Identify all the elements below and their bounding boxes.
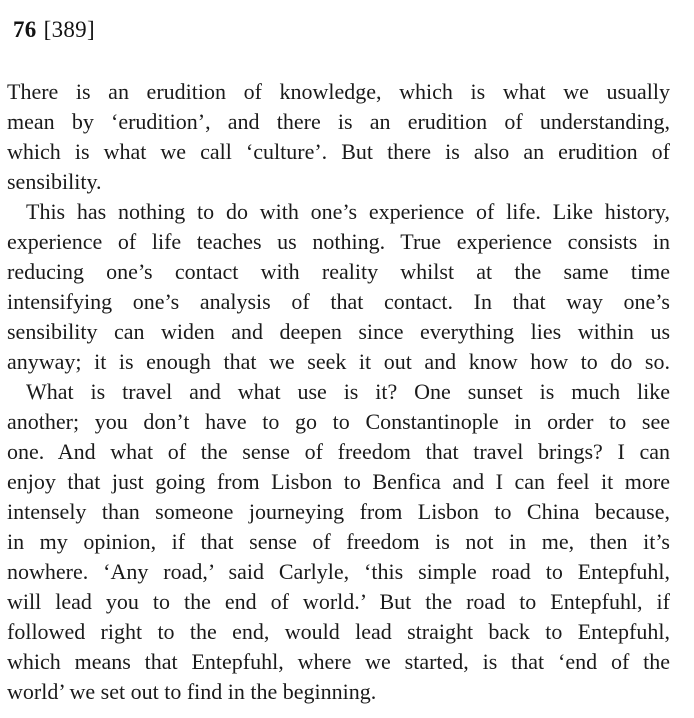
page-body: [7, 77, 670, 707]
paragraph: [7, 197, 670, 377]
text-line: intensely than someone journeying from Lisbon to China because,: [7, 499, 670, 524]
text-line: world’ we set out to find in the beginning.: [7, 679, 377, 704]
text-line: will lead you to the end of world.’ But the road to Entepfuhl, if: [7, 589, 670, 614]
text-line: There is an erudition of knowledge, which is what we usually: [7, 79, 670, 104]
text-line: which means that Entepfuhl, where we started, is that ‘end of the: [7, 649, 670, 674]
entry-number: 76: [13, 17, 37, 42]
entry-heading: [13, 16, 670, 44]
text-line: reducing one’s contact with reality whilst at the same time: [7, 259, 670, 284]
text-line: enjoy that just going from Lisbon to Benfica and I can feel it more: [7, 469, 670, 494]
text-line: one. And what of the sense of freedom that travel brings? I can: [7, 439, 670, 464]
text-line: intensifying one’s analysis of that contact. In that way one’s: [7, 289, 670, 314]
text-line: which is what we call ‘culture’. But there is also an erudition of: [7, 139, 670, 164]
text-line: in my opinion, if that sense of freedom is not in me, then it’s: [7, 529, 670, 554]
text-line: another; you don’t have to go to Constantinople in order to see: [7, 409, 670, 434]
text-line: followed right to the end, would lead straight back to Entepfuhl,: [7, 619, 670, 644]
text-line: sensibility.: [7, 169, 102, 194]
text-line: What is travel and what use is it? One sunset is much like: [26, 379, 670, 404]
paragraph: [7, 377, 670, 707]
entry-bracket-number: [389]: [43, 17, 95, 42]
text-line: sensibility can widen and deepen since everything lies within us: [7, 319, 670, 344]
text-line: nowhere. ‘Any road,’ said Carlyle, ‘this simple road to Entepfuhl,: [7, 559, 670, 584]
text-line: This has nothing to do with one’s experience of life. Like history,: [26, 199, 670, 224]
text-line: experience of life teaches us nothing. True experience consists in: [7, 229, 670, 254]
paragraph: [7, 77, 670, 197]
text-line: mean by ‘erudition’, and there is an erudition of understanding,: [7, 109, 670, 134]
text-line: anyway; it is enough that we seek it out and know how to do so.: [7, 349, 670, 374]
